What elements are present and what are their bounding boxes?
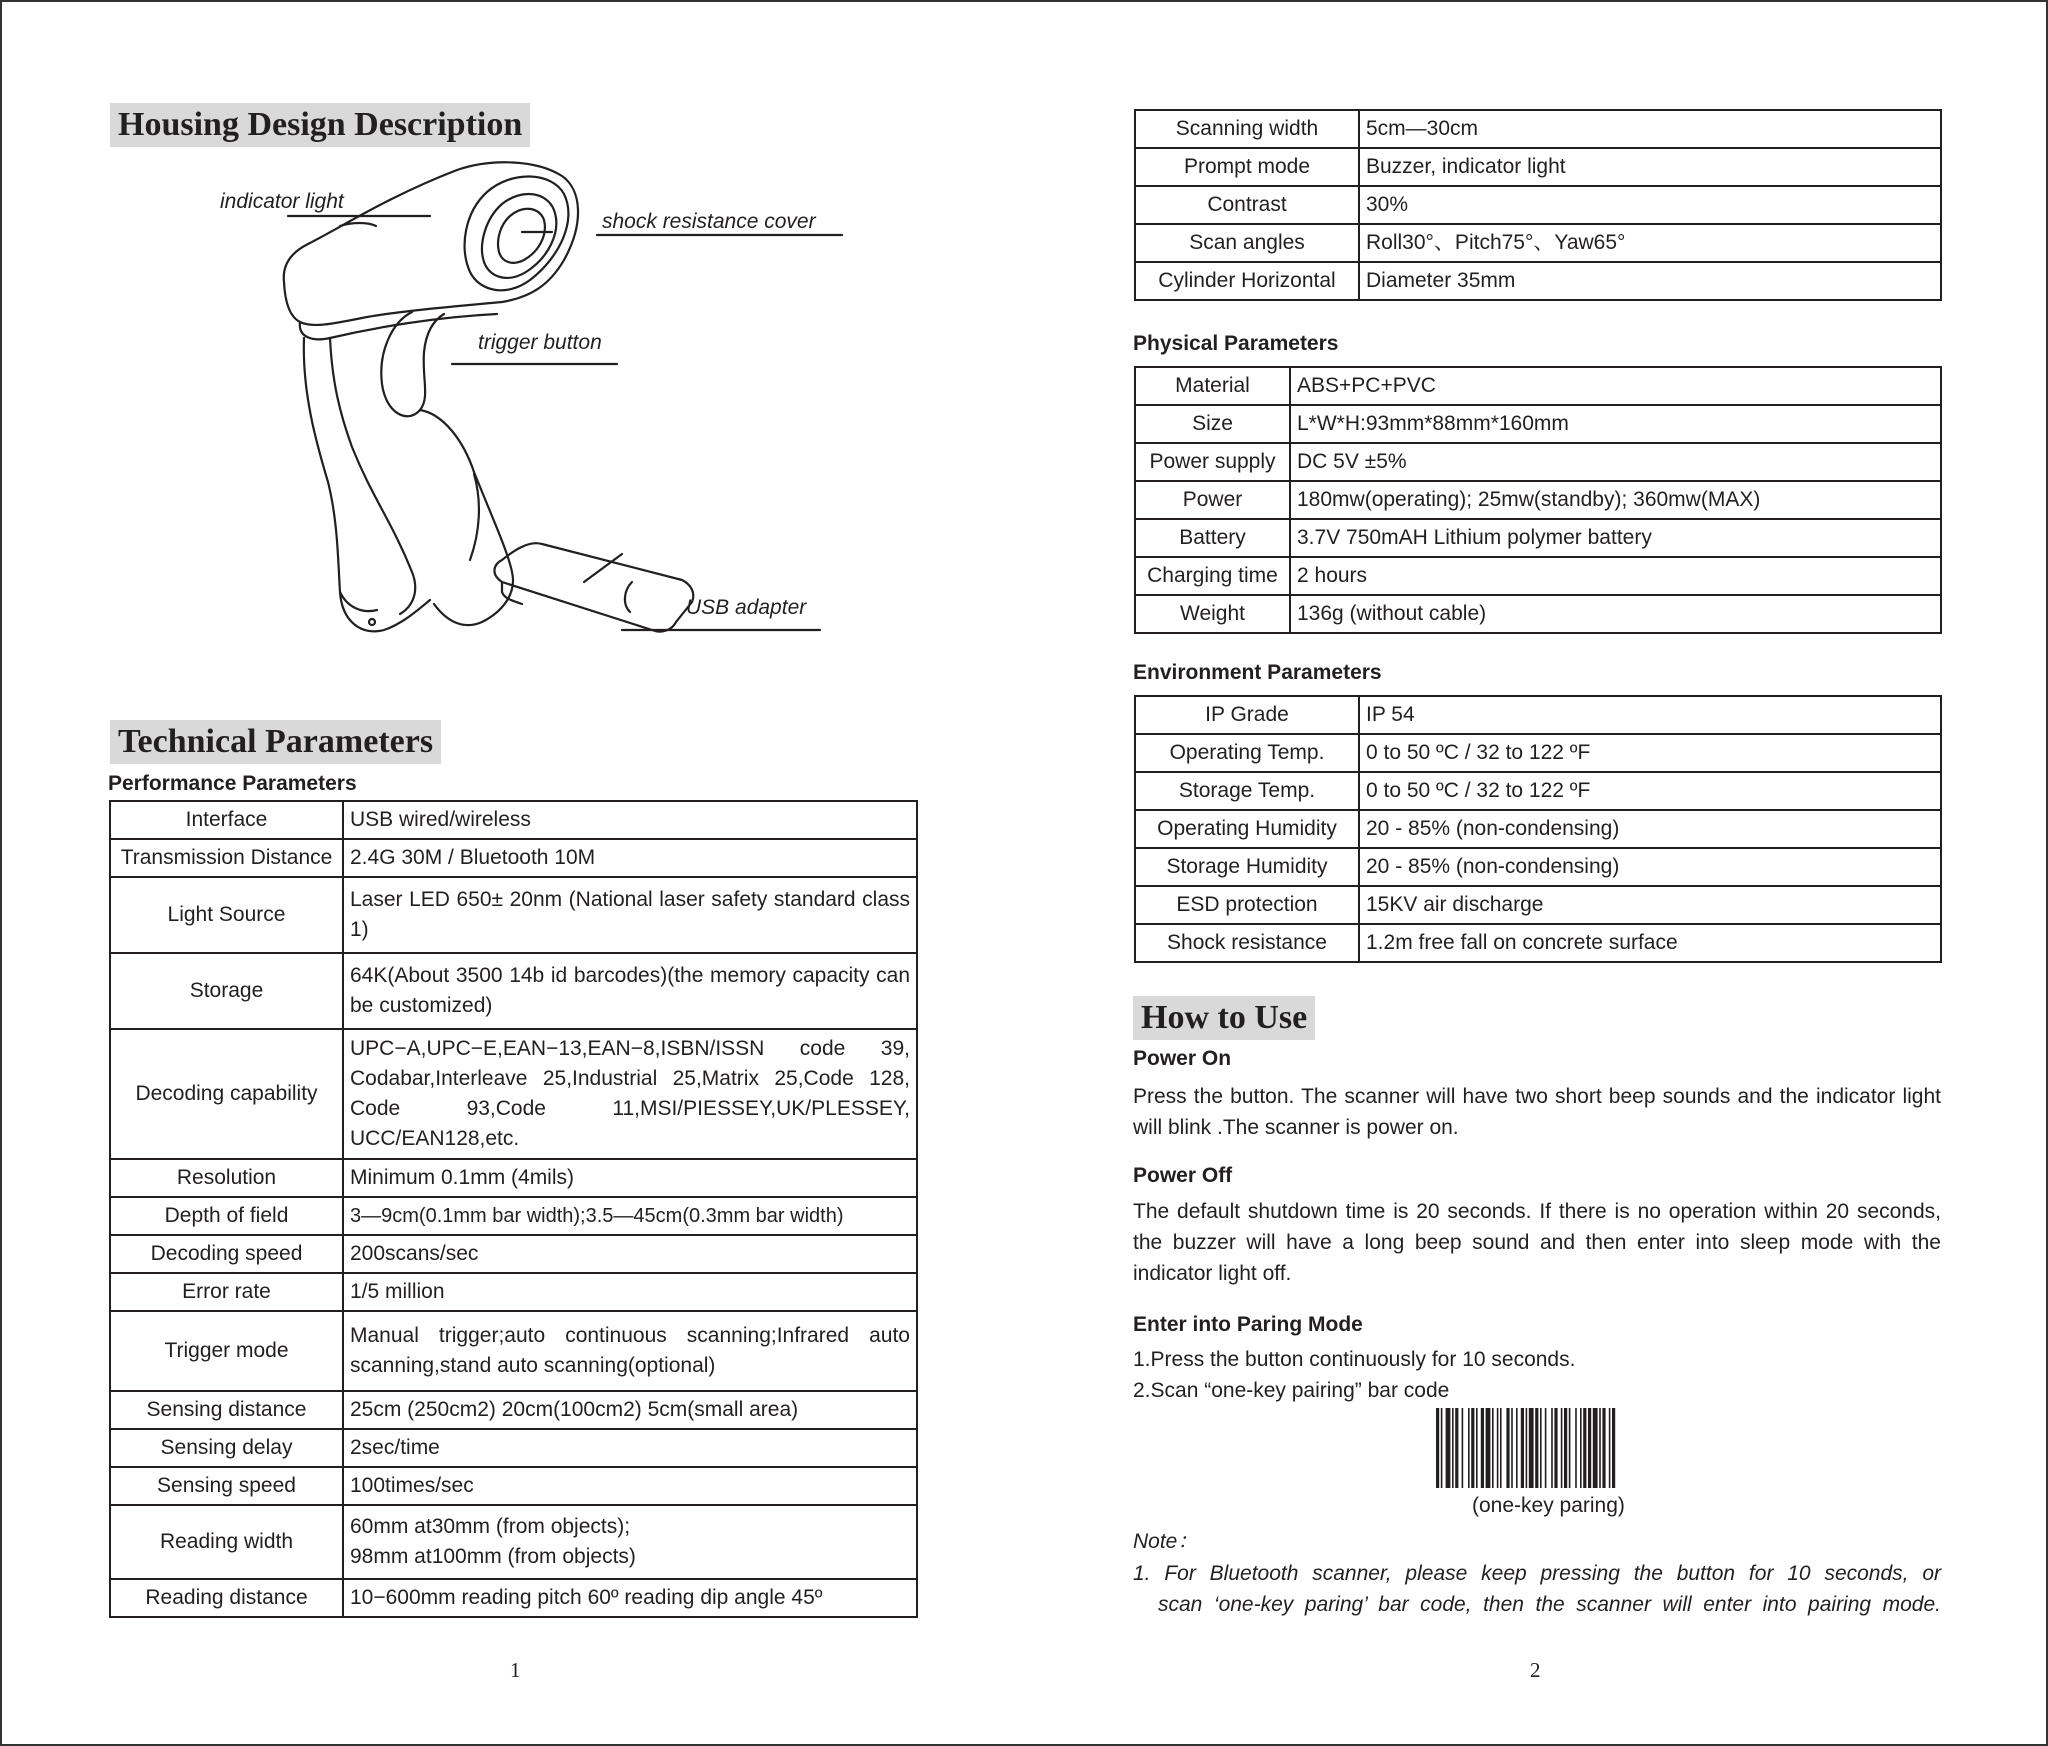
trigger-button-label: trigger button (478, 331, 602, 354)
param-name: Scanning width (1135, 110, 1359, 148)
housing-design-heading: Housing Design Description (110, 103, 530, 147)
param-value: Laser LED 650± 20nm (National laser safety standard class 1) (343, 877, 917, 953)
barcode-bar (1516, 1408, 1518, 1488)
table-row (1135, 696, 1941, 734)
how-to-use-heading: How to Use (1133, 996, 1315, 1040)
barcode-bar (1471, 1408, 1474, 1488)
table-row (110, 1197, 917, 1235)
barcode-bar (1535, 1408, 1538, 1488)
barcode-bar (1602, 1408, 1605, 1488)
param-value: 200scans/sec (343, 1235, 917, 1273)
param-name: Error rate (110, 1273, 343, 1311)
param-name: Depth of field (110, 1197, 343, 1235)
param-name: Battery (1135, 519, 1290, 557)
table-row (110, 1029, 917, 1159)
param-name: Reading width (110, 1505, 343, 1579)
table-row (1135, 734, 1941, 772)
table-row (110, 1429, 917, 1467)
param-name: Operating Humidity (1135, 810, 1359, 848)
param-name: Contrast (1135, 186, 1359, 224)
note-label: Note： (1133, 1530, 1199, 1553)
param-name: Storage Humidity (1135, 848, 1359, 886)
barcode-bar (1593, 1408, 1598, 1488)
param-value: 1/5 million (343, 1273, 917, 1311)
table-row (1135, 886, 1941, 924)
param-value: 0 to 50 ºC / 32 to 122 ºF (1359, 772, 1941, 810)
param-value: 136g (without cable) (1290, 595, 1941, 633)
param-name: Scan angles (1135, 224, 1359, 262)
barcode-bar (1609, 1408, 1611, 1488)
barcode-bar (1441, 1408, 1443, 1488)
barcode-bar (1612, 1408, 1615, 1488)
param-value: DC 5V ±5% (1290, 443, 1941, 481)
table-row (1135, 262, 1941, 300)
barcode-bar (1529, 1408, 1534, 1488)
table-row (1135, 924, 1941, 962)
param-value: Minimum 0.1mm (4mils) (343, 1159, 917, 1197)
param-value: 15KV air discharge (1359, 886, 1941, 924)
table-row (110, 1311, 917, 1391)
param-name: Power (1135, 481, 1290, 519)
barcode-bar (1481, 1408, 1484, 1488)
table-row (1135, 405, 1941, 443)
param-value: 20 - 85% (non-condensing) (1359, 848, 1941, 886)
scanner-body-outline (284, 162, 578, 325)
table-row (110, 1579, 917, 1617)
table-row (1135, 481, 1941, 519)
pairing-step-1: 1.Press the button continuously for 10 seconds. (1133, 1348, 1576, 1371)
barcode-bar (1554, 1408, 1557, 1488)
param-name: Decoding speed (110, 1235, 343, 1273)
barcode-bar (1551, 1408, 1553, 1488)
param-name: Cylinder Horizontal (1135, 262, 1359, 300)
param-name: Weight (1135, 595, 1290, 633)
param-value: 1.2m free fall on concrete surface (1359, 924, 1941, 962)
barcode-bar (1561, 1408, 1563, 1488)
pairing-step-2: 2.Scan “one-key pairing” bar code (1133, 1379, 1450, 1402)
table-row (1135, 367, 1941, 405)
barcode-bar (1564, 1408, 1567, 1488)
table-row (110, 1391, 917, 1429)
param-value: 180mw(operating); 25mw(standby); 360mw(MAX) (1290, 481, 1941, 519)
param-value-line: 98mm at100mm (from objects) (350, 1545, 636, 1568)
note-text-continued: scan ‘one-key paring’ bar code, then the scanner will enter into pairing mode. (1158, 1593, 1941, 1616)
param-value: 25cm (250cm2) 20cm(100cm2) 5cm(small area) (343, 1391, 917, 1429)
table-row (110, 1467, 917, 1505)
barcode-bar (1575, 1408, 1577, 1488)
param-name: ESD protection (1135, 886, 1359, 924)
table-row (110, 801, 917, 839)
table-row (1135, 557, 1941, 595)
table-row (1135, 772, 1941, 810)
power-on-heading: Power On (1133, 1047, 1232, 1070)
barcode-bar (1511, 1408, 1513, 1488)
table-row (110, 877, 917, 953)
table-row (1135, 595, 1941, 633)
performance-parameters-heading: Performance Parameters (108, 772, 357, 795)
param-name: Resolution (110, 1159, 343, 1197)
physical-parameters-heading: Physical Parameters (1133, 332, 1339, 355)
param-name: Sensing speed (110, 1467, 343, 1505)
scanning-table (1134, 109, 1942, 301)
page-number-left: 1 (510, 1658, 521, 1682)
barcode-bar (1476, 1408, 1478, 1488)
table-row (110, 1273, 917, 1311)
param-name: Decoding capability (110, 1029, 343, 1159)
power-on-text: Press the button. The scanner will have two short beep sounds and the indicator light will blink .The scanner is power on. (1133, 1085, 1941, 1139)
param-value: Roll30°、Pitch75°、Yaw65° (1359, 224, 1941, 262)
param-name: Size (1135, 405, 1290, 443)
barcode-bar (1580, 1408, 1582, 1488)
barcode-bar (1526, 1408, 1528, 1488)
barcode-caption: (one-key paring) (1472, 1494, 1625, 1517)
param-value: USB wired/wireless (343, 801, 917, 839)
param-value: 2 hours (1290, 557, 1941, 595)
barcode-bar (1468, 1408, 1470, 1488)
param-value: ABS+PC+PVC (1290, 367, 1941, 405)
param-name: Storage (110, 953, 343, 1029)
shock-cover-label: shock resistance cover (602, 210, 816, 233)
physical-table (1134, 366, 1942, 634)
barcode-bar (1436, 1408, 1439, 1488)
param-name: Sensing delay (110, 1429, 343, 1467)
table-row (1135, 224, 1941, 262)
environment-parameters-heading: Environment Parameters (1133, 661, 1382, 684)
note-text: 1. For Bluetooth scanner, please keep pressing the button for 10 seconds, or (1133, 1562, 1941, 1585)
param-name: Transmission Distance (110, 839, 343, 877)
param-value: 10−600mm reading pitch 60º reading dip angle 45º (343, 1579, 917, 1617)
indicator-light-label: indicator light (220, 190, 344, 213)
param-name: Reading distance (110, 1579, 343, 1617)
indicator-light-shape (340, 223, 376, 226)
table-row (1135, 148, 1941, 186)
barcode-bar (1545, 1408, 1547, 1488)
table-row (1135, 110, 1941, 148)
table-row (1135, 186, 1941, 224)
power-off-heading: Power Off (1133, 1164, 1233, 1187)
barcode-bar (1583, 1408, 1586, 1488)
table-row (1135, 443, 1941, 481)
param-value: 20 - 85% (non-condensing) (1359, 810, 1941, 848)
barcode-bar (1446, 1408, 1451, 1488)
usb-adapter-shape (494, 543, 693, 631)
table-row (1135, 810, 1941, 848)
pairing-barcode (1436, 1408, 1672, 1488)
table-row (110, 839, 917, 877)
param-name: Operating Temp. (1135, 734, 1359, 772)
param-name: Shock resistance (1135, 924, 1359, 962)
barcode-bar (1497, 1408, 1499, 1488)
param-name: Trigger mode (110, 1311, 343, 1391)
barcode-bar (1500, 1408, 1502, 1488)
param-name: Power supply (1135, 443, 1290, 481)
table-row (1135, 519, 1941, 557)
performance-table (109, 800, 918, 1618)
param-value: UPC−A,UPC−E,EAN−13,EAN−8,ISBN/ISSN code 39, Codabar,Interleave 25,Industrial 25,Matrix 25,Code 128, Code 93,Code 11,MSI/PIESSEY,UK/PLESSEY, UCC/EAN128,etc. (343, 1029, 917, 1159)
param-name: Charging time (1135, 557, 1290, 595)
barcode-bar (1540, 1408, 1542, 1488)
barcode-bar (1599, 1408, 1601, 1488)
param-name: IP Grade (1135, 696, 1359, 734)
param-value: 3—9cm(0.1mm bar width);3.5—45cm(0.3mm bar width) (343, 1197, 917, 1235)
param-value: IP 54 (1359, 696, 1941, 734)
param-value (343, 1505, 917, 1579)
param-name: Sensing distance (110, 1391, 343, 1429)
barcode-bar (1455, 1408, 1458, 1488)
table-row (110, 1505, 917, 1579)
shock-cover-ring (465, 176, 569, 290)
usb-adapter-label: USB adapter (686, 596, 807, 619)
barcode-bar (1452, 1408, 1454, 1488)
technical-parameters-heading: Technical Parameters (110, 720, 441, 764)
param-value: 0 to 50 ºC / 32 to 122 ºF (1359, 734, 1941, 772)
table-row (110, 953, 917, 1029)
barcode-bar (1588, 1408, 1591, 1488)
environment-table (1134, 695, 1942, 963)
table-row (110, 1235, 917, 1273)
param-name: Prompt mode (1135, 148, 1359, 186)
param-name: Material (1135, 367, 1290, 405)
page-number-right: 2 (1530, 1658, 1541, 1682)
table-row (110, 1159, 917, 1197)
handle-front (330, 338, 415, 614)
barcode-bar (1462, 1408, 1464, 1488)
handle-back (304, 338, 430, 631)
param-value: Manual trigger;auto continuous scanning;Infrared auto scanning,stand auto scanning(optional) (343, 1311, 917, 1391)
param-value: 30% (1359, 186, 1941, 224)
pairing-heading: Enter into Paring Mode (1133, 1313, 1363, 1336)
barcode-bar (1486, 1408, 1491, 1488)
barcode-bar (1569, 1408, 1571, 1488)
param-value: 2sec/time (343, 1429, 917, 1467)
param-name: Light Source (110, 877, 343, 953)
trigger-shape (381, 312, 444, 416)
param-value: 100times/sec (343, 1467, 917, 1505)
param-name: Storage Temp. (1135, 772, 1359, 810)
param-value: 64K(About 3500 14b id barcodes)(the memory capacity can be customized) (343, 953, 917, 1029)
param-value: 3.7V 750mAH Lithium polymer battery (1290, 519, 1941, 557)
param-value: L*W*H:93mm*88mm*160mm (1290, 405, 1941, 443)
barcode-bar (1506, 1408, 1509, 1488)
power-off-text: The default shutdown time is 20 seconds. If there is no operation within 20 seconds, the buzzer will have a long beep sound and then enter into sleep mode with the indicator light off. (1133, 1200, 1941, 1285)
param-value: 5cm—30cm (1359, 110, 1941, 148)
barcode-bar (1492, 1408, 1494, 1488)
table-row (1135, 848, 1941, 886)
param-value: 2.4G 30M / Bluetooth 10M (343, 839, 917, 877)
barcode-bar (1521, 1408, 1524, 1488)
param-name: Interface (110, 801, 343, 839)
param-value: Diameter 35mm (1359, 262, 1941, 300)
param-value-line: 60mm at30mm (from objects); (350, 1515, 631, 1538)
param-value: Buzzer, indicator light (1359, 148, 1941, 186)
